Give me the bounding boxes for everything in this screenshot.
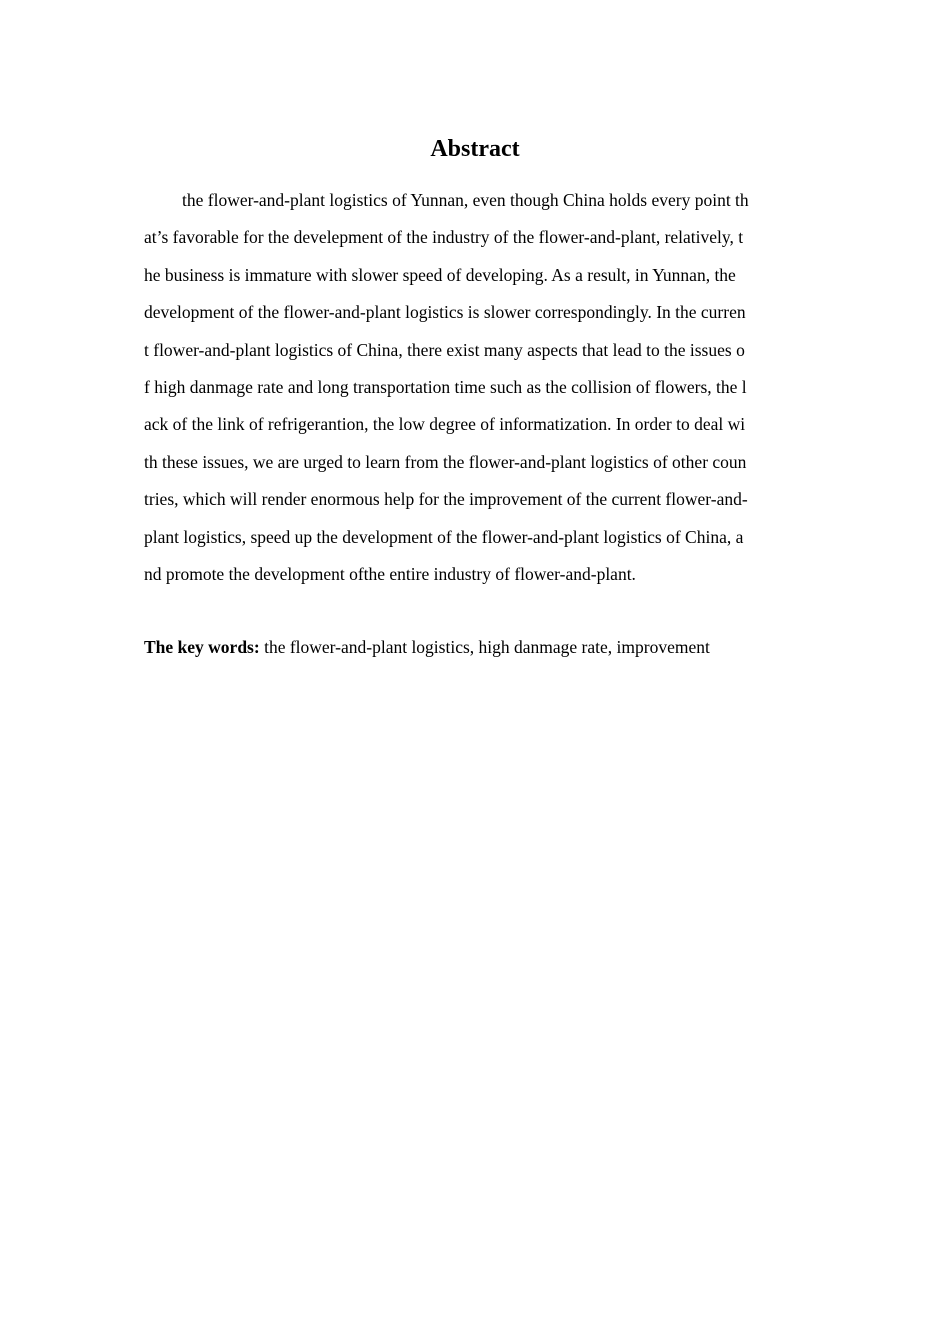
keywords	[144, 629, 844, 666]
abstract-line: development of the flower-and-plant logistics is slower correspondingly. In the curren	[144, 302, 746, 323]
abstract-line: nd promote the development ofthe entire industry of flower-and-plant.	[144, 564, 636, 585]
abstract-line: tries, which will render enormous help for the improvement of the current flower-and-	[144, 489, 748, 510]
abstract-line: th these issues, we are urged to learn from the flower-and-plant logistics of other coun	[144, 451, 747, 472]
keywords-text: the flower-and-plant logistics, high danmage rate, improvement	[259, 637, 710, 657]
abstract-line: the flower-and-plant logistics of Yunnan, even though China holds every point th	[182, 190, 749, 210]
keywords-label: The key words:	[144, 637, 260, 657]
abstract-line: plant logistics, speed up the development of the flower-and-plant logistics of China, a	[144, 526, 744, 547]
abstract-line: f high danmage rate and long transportation time such as the collision of flowers, the l	[144, 377, 747, 398]
abstract-line: ack of the link of refrigerantion, the low degree of informatization. In order to deal wi	[144, 414, 746, 435]
abstract-line: he business is immature with slower speed of developing. As a result, in Yunnan, the	[144, 264, 736, 285]
abstract-line: t flower-and-plant logistics of China, there exist many aspects that lead to the issues o	[144, 339, 745, 360]
abstract-line: at’s favorable for the develepment of the industry of the flower-and-plant, relatively, t	[144, 227, 744, 248]
abstract-title: Abstract	[430, 136, 520, 162]
abstract-body	[144, 182, 804, 593]
